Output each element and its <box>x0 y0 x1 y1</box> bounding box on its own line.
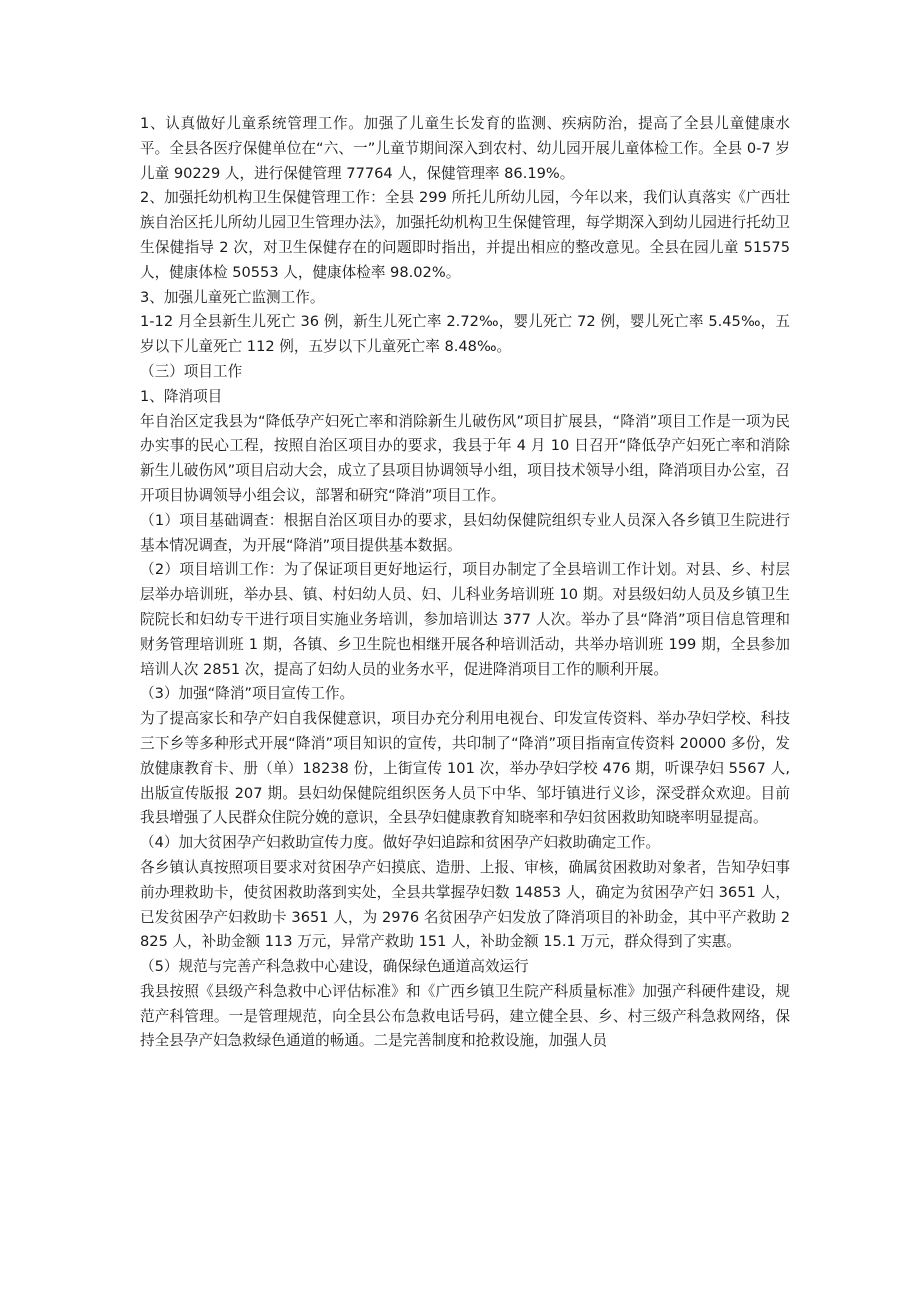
subheading-jiangxiao-project: 1、降消项目 <box>140 387 223 405</box>
paragraph-emergency-center-heading: （5）规范与完善产科急救中心建设，确保绿色通道高效运行 <box>140 958 529 976</box>
paragraph-emergency-center-details: 我县按照《县级产科急救中心评估标准》和《广西乡镇卫生院产科质量标准》加强产科硬件建设，规范产科管理。一是管理规范，向全县公布急救电话号码，建立健全县、乡、村三级产科急救网络，保持全县孕产妇急救绿色通道的畅通。二是完善制度和抢救设施，加强人员 <box>140 982 790 1050</box>
paragraph-child-system-management: 1、认真做好儿童系统管理工作。加强了儿童生长发育的监测、疾病防治，提高了全县儿童健康水平。全县各医疗保健单位在“六、一”儿童节期间深入到农村、幼儿园开展儿童体检工作。全县 0-7 岁儿童 90229 人，进行保健管理 77764 人，保健管理率 86.19%。 <box>140 115 790 182</box>
paragraph-publicity-heading: （3）加强“降消”项目宣传工作。 <box>140 685 355 703</box>
paragraph-nursery-health-management: 2、加强托幼机构卫生保健管理工作：全县 299 所托儿所幼儿园，今年以来，我们认真落实《广西壮族自治区托儿所幼儿园卫生管理办法》，加强托幼机构卫生保健管理，每学期深入到幼儿园进行托幼卫生保健指导 2 次，对卫生保健存在的问题即时指出，并提出相应的整改意见。全县在园儿童 51575 人，健康体检 50553 人，健康体检率 98.02%。 <box>140 189 790 281</box>
document-body <box>140 112 790 1054</box>
paragraph-training-work: （2）项目培训工作：为了保证项目更好地运行，项目办制定了全县培训工作计划。对县、乡、村层层举办培训班，举办县、镇、村妇幼人员、妇、儿科业务培训班 10 期。对县级妇幼人员及乡镇卫生院院长和妇幼专干进行项目实施业务培训，参加培训达 377 人次。举办了县“降消”项目信息管理和财务管理培训班 1 期，各镇、乡卫生院也相继开展各种培训活动，共举办培训班 199 期，全县参加培训人次 2851 次，提高了妇幼人员的业务水平，促进降消项目工作的顺利开展。 <box>140 561 790 678</box>
paragraph-child-death-statistics: 1-12 月全县新生儿死亡 36 例，新生儿死亡率 2.72‰，婴儿死亡 72 例，婴儿死亡率 5.45‰，五岁以下儿童死亡 112 例，五岁以下儿童死亡率 8.48‰。 <box>140 313 790 356</box>
paragraph-poverty-aid-details: 各乡镇认真按照项目要求对贫困孕产妇摸底、造册、上报、审核，确属贫困救助对象者，告知孕妇事前办理救助卡，使贫困救助落到实处，全县共掌握孕妇数 14853 人，确定为贫困孕产妇 3651 人，已发贫困孕产妇救助卡 3651 人，为 2976 名贫困孕产妇发放了降消项目的补助金，其中平产救助 2825 人，补助金额 113 万元，异常产救助 151 人，补助金额 15.1 万元，群众得到了实惠。 <box>140 858 790 951</box>
paragraph-poverty-aid-heading: （4）加大贫困孕产妇救助宣传力度。做好孕妇追踪和贫困孕产妇救助确定工作。 <box>140 834 661 852</box>
paragraph-child-death-monitoring-heading: 3、加强儿童死亡监测工作。 <box>140 288 325 306</box>
paragraph-publicity-details: 为了提高家长和孕产妇自我保健意识，项目办充分利用电视台、印发宣传资料、举办孕妇学校、科技三下乡等多种形式开展“降消”项目知识的宣传，共印制了“降消”项目指南宣传资料 20000 多份，发放健康教育卡、册（单）18238 份，上街宣传 101 次，举办孕妇学校 476 期，听课孕妇 5567 人,出版宣传版报 207 期。县妇幼保健院组织医务人员下中华、邹圩镇进行义诊，深受群众欢迎。目前我县增强了人民群众住院分娩的意识，全县孕妇健康教育知晓率和孕妇贫困救助知晓率明显提高。 <box>140 710 790 827</box>
section-heading-project-work: （三）项目工作 <box>140 362 243 380</box>
paragraph-baseline-survey: （1）项目基础调查：根据自治区项目办的要求，县妇幼保健院组织专业人员深入各乡镇卫生院进行基本情况调查，为开展“降消”项目提供基本数据。 <box>140 511 790 554</box>
paragraph-project-overview: 年自治区定我县为“降低孕产妇死亡率和消除新生儿破伤风”项目扩展县，“降消”项目工作是一项为民办实事的民心工程，按照自治区项目办的要求，我县于年 4 月 10 日召开“降低孕产妇死亡率和消除新生儿破伤风”项目启动大会，成立了县项目协调领导小组，项目技术领导小组，降消项目办公室，召开项目协调领导小组会议，部署和研究“降消”项目工作。 <box>140 412 790 504</box>
